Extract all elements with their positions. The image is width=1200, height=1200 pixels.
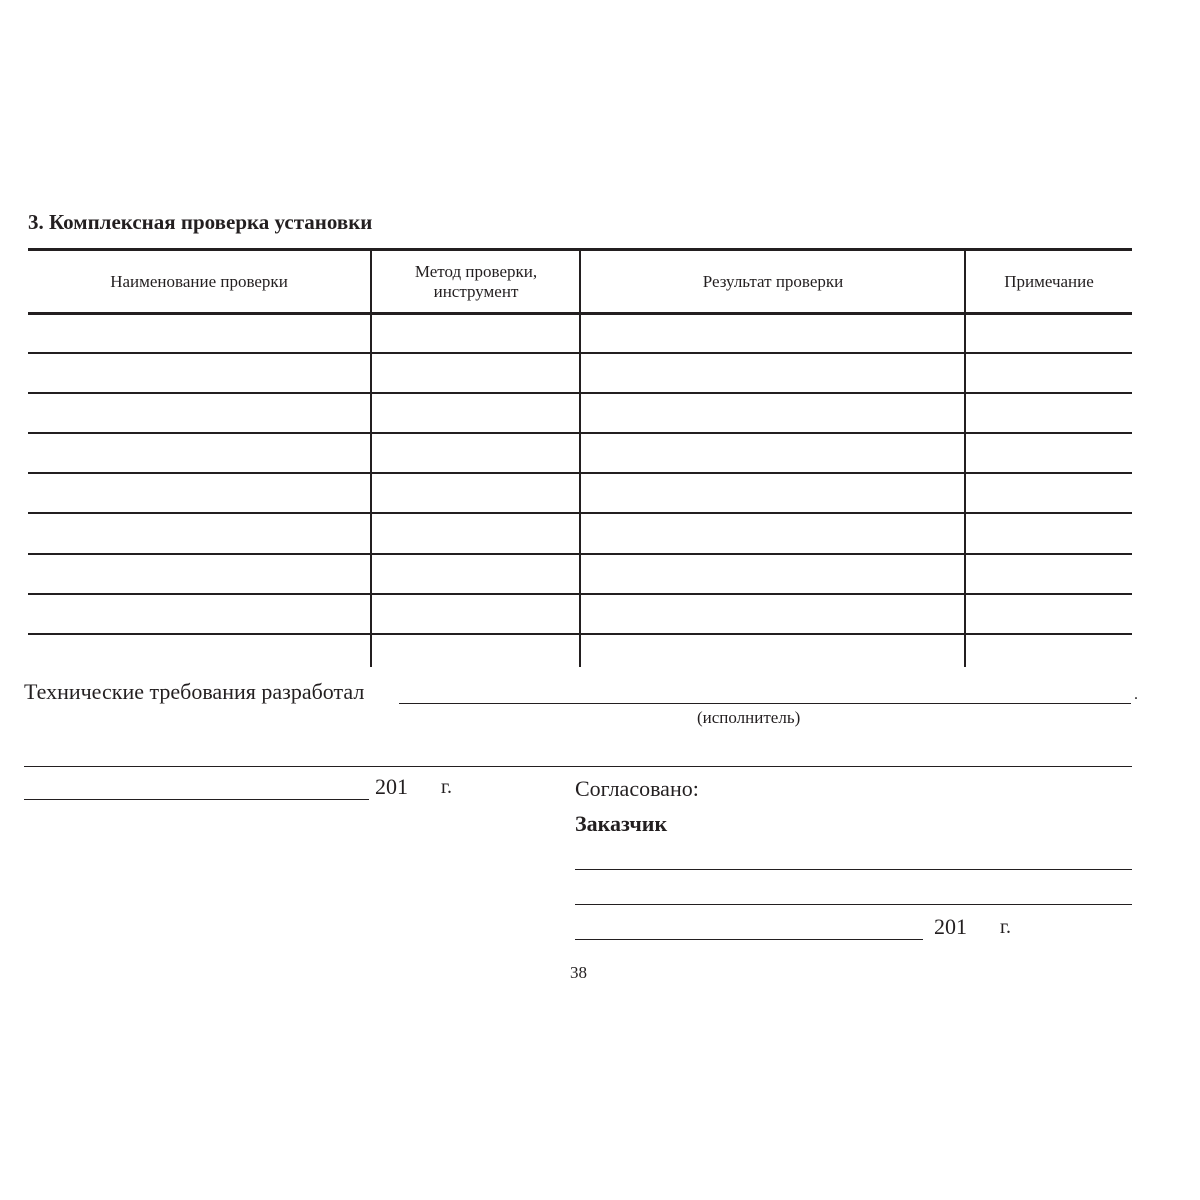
developer-caption: (исполнитель): [697, 708, 801, 727]
developer-extra-line[interactable]: [24, 766, 1132, 767]
header-method-line1: Метод проверки,: [414, 262, 538, 281]
developer-label: Технические требования разработал: [24, 679, 365, 704]
page-number: 38: [570, 963, 587, 982]
column-divider-3: [964, 250, 966, 667]
header-result: Результат проверки: [702, 272, 844, 291]
right-year: 201: [934, 914, 967, 939]
table-row-line: [28, 432, 1132, 434]
table-row-line: [28, 633, 1132, 635]
table-row-line: [28, 512, 1132, 514]
customer-label: Заказчик: [575, 811, 668, 836]
header-method-line2: инструмент: [433, 282, 519, 301]
right-year-suffix: г.: [1000, 916, 1011, 938]
table-row-line: [28, 553, 1132, 555]
customer-signature-line-2[interactable]: [575, 904, 1132, 905]
left-year: 201: [375, 774, 408, 799]
table-row-line: [28, 593, 1132, 595]
column-divider-2: [579, 250, 581, 667]
header-note: Примечание: [1004, 272, 1094, 291]
section-title: 3. Комплексная проверка установки: [28, 210, 373, 234]
table-row-line: [28, 392, 1132, 394]
table-row-line: [28, 352, 1132, 354]
customer-signature-line-1[interactable]: [575, 869, 1132, 870]
table-row-line: [28, 472, 1132, 474]
header-method: [372, 262, 580, 302]
column-divider-1: [370, 250, 372, 667]
developer-end-dot: .: [1134, 686, 1138, 703]
agreed-label: Согласовано:: [575, 776, 699, 801]
left-year-suffix: г.: [441, 776, 452, 798]
developer-signature-line[interactable]: [399, 703, 1131, 704]
left-date-line[interactable]: [24, 799, 369, 800]
header-check-name: Наименование проверки: [110, 272, 288, 291]
right-date-line[interactable]: [575, 939, 923, 940]
